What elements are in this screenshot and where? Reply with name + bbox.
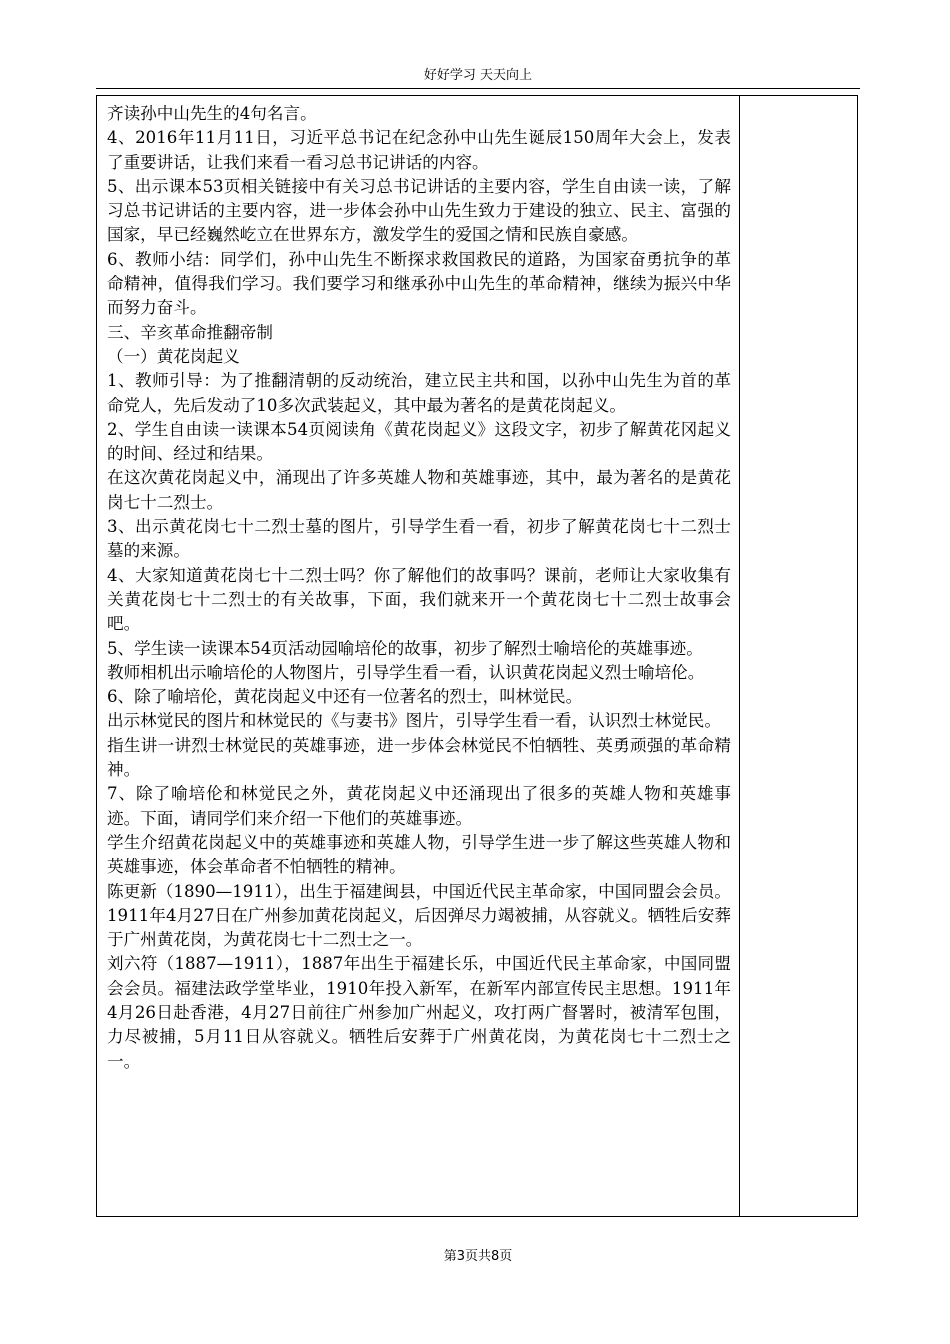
page-footer: 第3页共8页 — [443, 1249, 513, 1264]
column-divider — [739, 96, 740, 1216]
paragraph: 6、除了喻培伦，黄花岗起义中还有一位著名的烈士，叫林觉民。 — [107, 687, 583, 707]
paragraph: 3、出示黄花岗七十二烈士墓的图片，引导学生看一看，初步了解黄花岗七十二烈士墓的来源。 — [107, 517, 731, 561]
paragraph: 指生讲一讲烈士林觉民的英雄事迹，进一步体会林觉民不怕牺牲、英勇顽强的革命精神。 — [107, 735, 731, 780]
paragraph: 5、出示课本53页相关链接中有关习总书记讲话的主要内容，学生自由读一读，了解习总书记讲话的主要内容，进一步体会孙中山先生致力于建设的独立、民主、富强的国家，早已经巍然屹立在世界东方，激发学生的爱国之情和民族自豪感。 — [107, 176, 731, 245]
paragraph: 7、除了喻培伦和林觉民之外，黄花岗起义中还涌现出了很多的英雄人物和英雄事迹。下面，请同学们来介绍一下他们的英雄事迹。 — [107, 784, 731, 828]
paragraph: 出示林觉民的图片和林觉民的《与妻书》图片，引导学生看一看，认识烈士林觉民。 — [107, 711, 721, 731]
paragraph: 在这次黄花岗起义中，涌现出了许多英雄人物和英雄事迹，其中，最为著名的是黄花岗七十二烈士。 — [107, 468, 731, 512]
paragraph: 6、教师小结：同学们，孙中山先生不断探求救国救民的道路，为国家奋勇抗争的革命精神，值得我们学习。我们要学习和继承孙中山先生的革命精神，继续为振兴中华而努力奋斗。 — [107, 249, 731, 318]
lesson-table — [96, 95, 858, 1217]
paragraph: 4、2016年11月11日，习近平总书记在纪念孙中山先生诞辰150周年大会上，发表了重要讲话，让我们来看一看习总书记讲话的内容。 — [107, 128, 731, 172]
paragraph: 刘六符（1887—1911），1887年出生于福建长乐，中国近代民主革命家，中国同盟会会员。福建法政学堂毕业，1910年投入新军，在新军内部宣传民主思想。1911年4月26日赴香港，4月27日前往广州参加广州起义，攻打两广督署时，被清军包围，力尽被捕，5月11日从容就义。牺牲后安葬于广州黄花岗，为黄花岗七十二烈士之一。 — [107, 954, 731, 1071]
paragraph: 1、教师引导：为了推翻清朝的反动统治，建立民主共和国，以孙中山先生为首的革命党人，先后发动了10多次武装起义，其中最为著名的是黄花岗起义。 — [107, 371, 731, 415]
paragraph: 学生介绍黄花岗起义中的英雄事迹和英雄人物，引导学生进一步了解这些英雄人物和英雄事迹，体会革命者不怕牺牲的精神。 — [107, 832, 731, 877]
header-rule — [96, 88, 860, 89]
paragraph: 2、学生自由读一读课本54页阅读角《黄花岗起义》这段文字，初步了解黄花冈起义的时间、经过和结果。 — [107, 419, 731, 464]
subsection-heading: （一）黄花岗起义 — [107, 346, 240, 366]
paragraph: 陈更新（1890—1911），出生于福建闽县，中国近代民主革命家，中国同盟会会员。1911年4月27日在广州参加黄花岗起义，后因弹尽力竭被捕，从容就义。牺牲后安葬于广州黄花岗，为黄花岗七十二烈士之一。 — [107, 881, 731, 950]
paragraph: 教师相机出示喻培伦的人物图片，引导学生看一看，认识黄花岗起义烈士喻培伦。 — [107, 662, 705, 682]
lesson-content — [107, 102, 731, 1074]
paragraph: 齐读孙中山先生的4句名言。 — [107, 104, 317, 123]
paragraph: 5、学生读一读课本54页活动园喻培伦的故事，初步了解烈士喻培伦的英雄事迹。 — [107, 638, 703, 658]
paragraph: 4、大家知道黄花岗七十二烈士吗？你了解他们的故事吗？课前，老师让大家收集有关黄花岗七十二烈士的有关故事，下面，我们就来开一个黄花岗七十二烈士故事会吧。 — [107, 565, 731, 634]
page-header: 好好学习 天天向上 — [423, 68, 533, 83]
section-heading: 三、辛亥革命推翻帝制 — [107, 322, 273, 342]
